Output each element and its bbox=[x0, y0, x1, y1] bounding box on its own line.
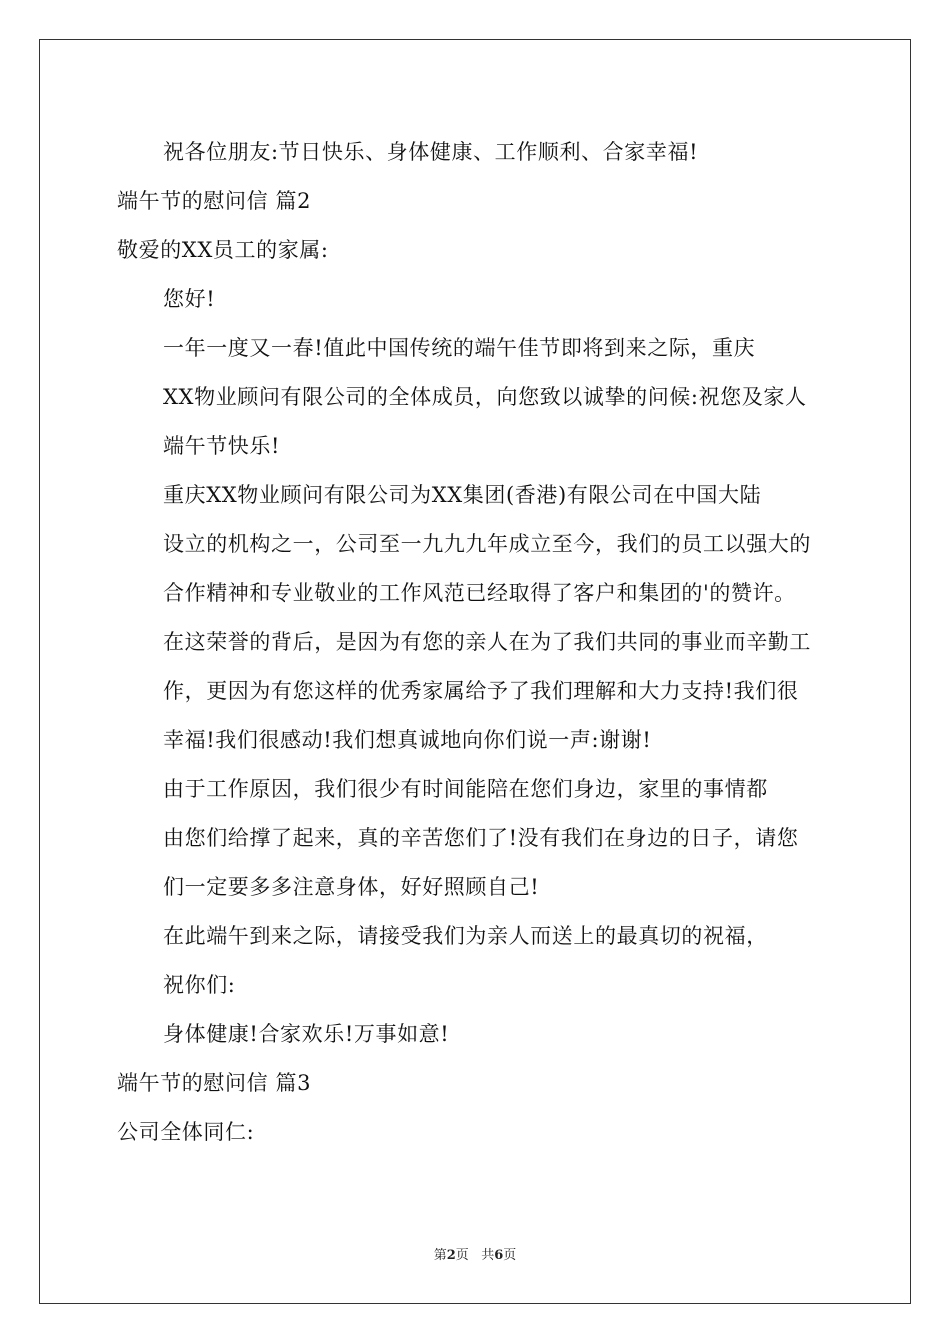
paragraph bbox=[117, 471, 837, 765]
paragraph bbox=[117, 275, 837, 324]
text-line: 设立的机构之一，公司至一九九九年成立至今，我们的员工以强大的 bbox=[163, 532, 811, 556]
section-heading bbox=[117, 1059, 837, 1108]
paragraph bbox=[117, 324, 837, 471]
text-line: 们一定要多多注意身体，好好照顾自己! bbox=[163, 875, 540, 899]
text-line: 公司全体同仁: bbox=[117, 1120, 255, 1144]
text-line: 作，更因为有您这样的优秀家属给予了我们理解和大力支持!我们很 bbox=[163, 679, 799, 703]
text-line: 端午节的慰问信 篇3 bbox=[117, 1071, 312, 1095]
total-pages-number: 6 bbox=[494, 1248, 504, 1263]
text-line: 身体健康!合家欢乐!万事如意! bbox=[163, 1022, 450, 1046]
text-line: 端午节的慰问信 篇2 bbox=[117, 189, 312, 213]
text-line: 幸福!我们很感动!我们想真诚地向你们说一声:谢谢! bbox=[163, 728, 652, 752]
text-line: XX物业顾问有限公司的全体成员，向您致以诚挚的问候:祝您及家人 bbox=[163, 385, 807, 409]
text-line: 一年一度又一春!值此中国传统的端午佳节即将到来之际，重庆 bbox=[163, 336, 756, 360]
total-pages-prefix: 共 bbox=[481, 1248, 495, 1263]
section-heading bbox=[117, 177, 837, 226]
text-line: 由于工作原因，我们很少有时间能陪在您们身边，家里的事情都 bbox=[163, 777, 768, 801]
text-line: 合作精神和专业敬业的工作风范已经取得了客户和集团的'的赞许。 bbox=[163, 581, 796, 605]
page-footer bbox=[0, 1244, 950, 1263]
text-line: 重庆XX物业顾问有限公司为XX集团(香港)有限公司在中国大陆 bbox=[163, 483, 762, 507]
paragraph bbox=[117, 1010, 837, 1059]
paragraph bbox=[117, 765, 837, 912]
text-line: 您好! bbox=[163, 287, 216, 311]
text-line: 在这荣誉的背后，是因为有您的亲人在为了我们共同的事业而辛勤工 bbox=[163, 630, 811, 654]
paragraph bbox=[117, 226, 837, 275]
paragraph bbox=[117, 1108, 837, 1157]
document-body bbox=[117, 128, 837, 1157]
paragraph bbox=[117, 912, 837, 1010]
text-line: 祝你们: bbox=[163, 973, 236, 997]
text-line: 祝各位朋友:节日快乐、身体健康、工作顺利、合家幸福! bbox=[163, 140, 699, 164]
text-line: 由您们给撑了起来，真的辛苦您们了!没有我们在身边的日子，请您 bbox=[163, 826, 799, 850]
current-page-number: 2 bbox=[446, 1248, 456, 1263]
page-number-suffix: 页 bbox=[455, 1248, 469, 1263]
page-number-prefix: 第 bbox=[433, 1248, 447, 1263]
text-line: 在此端午到来之际，请接受我们为亲人而送上的最真切的祝福， bbox=[163, 924, 768, 948]
text-line: 敬爱的XX员工的家属: bbox=[117, 238, 329, 262]
text-line: 端午节快乐! bbox=[163, 434, 281, 458]
paragraph bbox=[117, 128, 837, 177]
total-pages-suffix: 页 bbox=[503, 1248, 517, 1263]
